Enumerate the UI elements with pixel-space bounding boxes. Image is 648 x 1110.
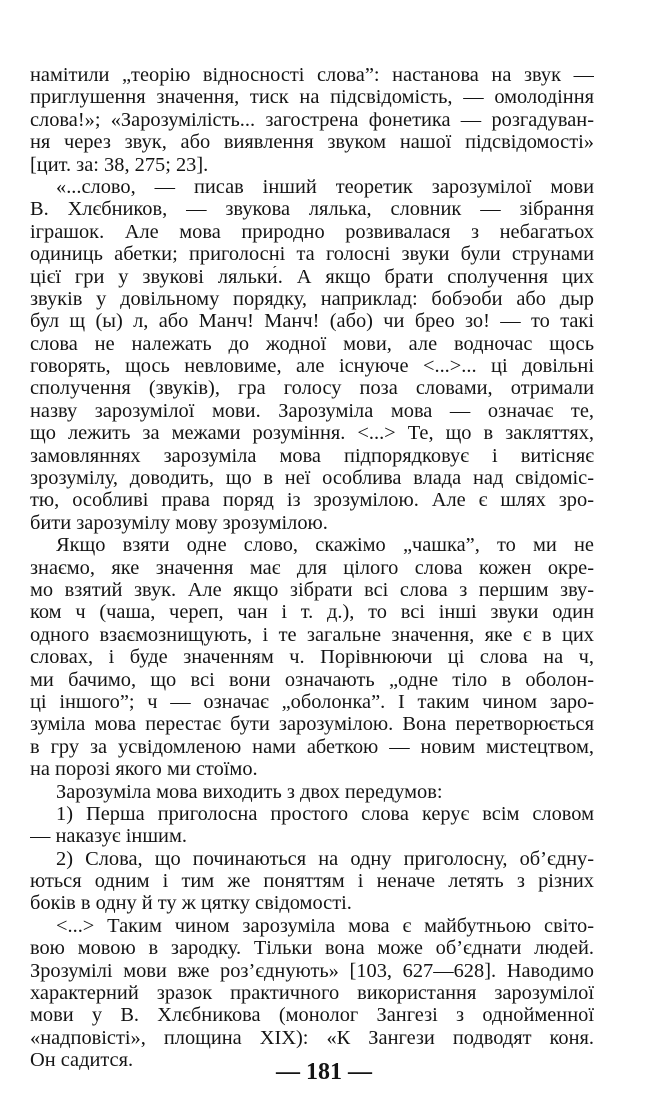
text-line: <...> Таким чином зарозуміла мова є майбутньою світо- xyxy=(56,914,594,937)
text-line: ються одним і тим же поняттям і неначе летять з різних xyxy=(30,870,594,893)
text-line: слова не належать до жодної мови, але водночас щось xyxy=(30,332,594,355)
text-line: замовляннях зарозуміла мова підпорядковує і витісняє xyxy=(30,444,594,467)
text-line: приглушення значення, тиск на підсвідомість, — омолодіння xyxy=(30,86,594,109)
text-line: мови у В. Хлєбникова (монолог Зангезі з однойменної xyxy=(30,1004,594,1027)
text-line: говорять, щось невловиме, але існуюче <...>... ці довільні xyxy=(30,355,594,378)
text-line: ком ч (чаша, череп, чан і т. д.), то всі інші звуки один xyxy=(30,601,594,624)
text-line: Якщо взяти одне слово, скажімо „чашка”, то ми не xyxy=(56,534,594,557)
text-line: цієї гри у звукові ляльки́. А якщо брати сполучення цих xyxy=(30,265,594,288)
text-line: — наказує іншим. xyxy=(30,825,187,848)
text-line: «...слово, — писав інший теоретик зарозумілої мови xyxy=(56,175,594,198)
text-line: вою мовою в зародку. Тільки вона може об’єднати людей. xyxy=(30,937,594,960)
text-line: одного взаємознищують, і те загальне значення, яке є в цих xyxy=(30,623,594,646)
text-line: бул щ (ы) л, або Манч! Манч! (або) чи брео зо! — то такі xyxy=(30,310,594,333)
text-line: словах, і буде значенням ч. Порівнюючи ці слова на ч, xyxy=(30,646,594,669)
text-line: звуків у довільному порядку, наприклад: бобэоби або дыр xyxy=(30,287,594,310)
text-line: зуміла мова перестає бути зарозумілою. Вона перетворюється xyxy=(30,713,594,736)
text-line: зрозумілу, доводить, що в неї особлива влада над свідоміс- xyxy=(30,467,594,490)
text-line: В. Хлєбников, — звукова лялька, словник — зібрання xyxy=(30,198,594,221)
text-line: 2) Слова, що починаються на одну приголосну, об’єдну- xyxy=(56,847,594,870)
text-line: боків в одну й ту ж цятку свідомості. xyxy=(30,892,352,915)
text-line: знаємо, яке значення має для цілого слова кожен окре- xyxy=(30,556,594,579)
page-body xyxy=(30,64,594,1072)
text-line: в гру за усвідомленою нами абеткою — новим мистецтвом, xyxy=(30,735,594,758)
text-line: характерний зразок практичного використання зарозумілої xyxy=(30,982,594,1005)
text-line: мо взятий звук. Але якщо зібрати всі слова з першим зву- xyxy=(30,578,594,601)
text-line: одиниць абетки; приголосні та голосні звуки були струнами xyxy=(30,243,594,266)
text-line: іграшок. Але мова природно розвивалася з небагатьох xyxy=(30,220,594,243)
text-line: що лежить за межами розуміння. <...> Те, що в закляттях, xyxy=(30,422,594,445)
text-line: на порозі якого ми стоїмо. xyxy=(30,758,258,781)
text-line: сполучення (звуків), гра голосу поза словами, отримали xyxy=(30,377,594,400)
text-line: Зарозуміла мова виходить з двох передумов: xyxy=(56,780,443,803)
text-line: 1) Перша приголосна простого слова керує всім словом xyxy=(56,802,594,825)
page-number: — 181 — xyxy=(276,1059,372,1085)
text-line: [цит. за: 38, 275; 23]. xyxy=(30,153,209,176)
text-line: ці іншого”; ч — означає „оболонка”. І таким чином заро- xyxy=(30,690,594,713)
text-line: слова!»; «Зарозумілість... загострена фонетика — розгадуван- xyxy=(30,108,594,131)
text-line: Зрозумілі мови вже роз’єднують» [103, 627—628]. Наводимо xyxy=(30,959,594,982)
text-line: ми бачимо, що всі вони означають „одне тіло в оболон- xyxy=(30,668,594,691)
text-line: намітили „теорію відносності слова”: настанова на звук — xyxy=(30,64,594,86)
text-line: ня через звук, або виявлення звуком нашої підсвідомості» xyxy=(30,131,594,154)
text-line: бити зарозумілу мову зрозумілою. xyxy=(30,511,328,534)
text-line: назву зарозумілої мови. Зарозуміла мова — означає те, xyxy=(30,399,594,422)
text-line: Он садится. xyxy=(30,1049,134,1072)
text-line: «надповісті», площина XIX): «К Зангези подводят коня. xyxy=(30,1026,594,1049)
text-line: тю, особливі права поряд із зрозумілою. Але є шлях зро- xyxy=(30,489,594,512)
